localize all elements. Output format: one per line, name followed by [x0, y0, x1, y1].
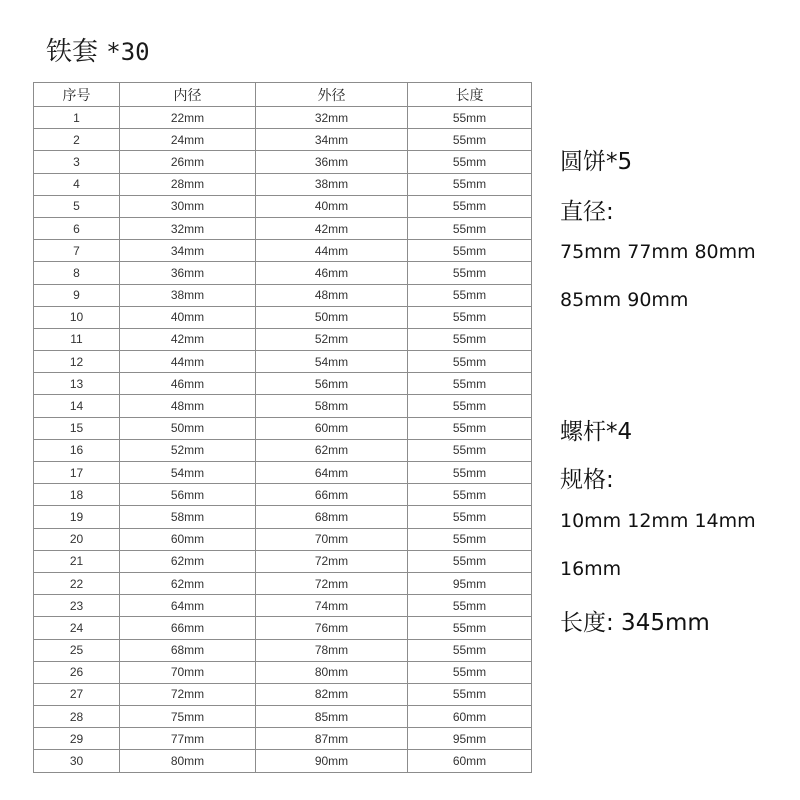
cell-index: 26	[34, 661, 120, 683]
cell-inner-diameter: 60mm	[120, 528, 256, 550]
cell-outer-diameter: 78mm	[256, 639, 408, 661]
cell-outer-diameter: 46mm	[256, 262, 408, 284]
cell-length: 55mm	[408, 506, 532, 528]
cell-outer-diameter: 42mm	[256, 217, 408, 239]
cell-outer-diameter: 52mm	[256, 328, 408, 350]
cell-inner-diameter: 30mm	[120, 195, 256, 217]
cell-outer-diameter: 34mm	[256, 129, 408, 151]
cell-outer-diameter: 40mm	[256, 195, 408, 217]
table-row	[34, 706, 532, 728]
table-row	[34, 195, 532, 217]
cell-index: 12	[34, 351, 120, 373]
table-row	[34, 373, 532, 395]
table-row	[34, 262, 532, 284]
screw-length: 长度: 345mm	[560, 610, 710, 636]
cell-length: 95mm	[408, 728, 532, 750]
cell-outer-diameter: 87mm	[256, 728, 408, 750]
cell-inner-diameter: 50mm	[120, 417, 256, 439]
table-row	[34, 107, 532, 129]
cell-outer-diameter: 50mm	[256, 306, 408, 328]
cell-outer-diameter: 32mm	[256, 107, 408, 129]
cell-inner-diameter: 36mm	[120, 262, 256, 284]
cell-length: 55mm	[408, 550, 532, 572]
cell-inner-diameter: 56mm	[120, 484, 256, 506]
cell-length: 55mm	[408, 683, 532, 705]
cell-outer-diameter: 58mm	[256, 395, 408, 417]
cell-length: 55mm	[408, 528, 532, 550]
cell-length: 55mm	[408, 595, 532, 617]
cell-outer-diameter: 85mm	[256, 706, 408, 728]
table-row	[34, 240, 532, 262]
cell-length: 55mm	[408, 107, 532, 129]
cell-index: 7	[34, 240, 120, 262]
cell-index: 30	[34, 750, 120, 772]
cell-inner-diameter: 26mm	[120, 151, 256, 173]
table-row	[34, 595, 532, 617]
cell-inner-diameter: 70mm	[120, 661, 256, 683]
cell-inner-diameter: 52mm	[120, 439, 256, 461]
cell-outer-diameter: 38mm	[256, 173, 408, 195]
table-row	[34, 173, 532, 195]
cell-outer-diameter: 66mm	[256, 484, 408, 506]
cell-inner-diameter: 54mm	[120, 462, 256, 484]
cell-outer-diameter: 70mm	[256, 528, 408, 550]
cell-outer-diameter: 36mm	[256, 151, 408, 173]
cell-outer-diameter: 72mm	[256, 550, 408, 572]
table-row	[34, 462, 532, 484]
cell-index: 23	[34, 595, 120, 617]
table-row	[34, 439, 532, 461]
cell-index: 1	[34, 107, 120, 129]
cell-inner-diameter: 77mm	[120, 728, 256, 750]
table-body	[34, 107, 532, 773]
table-row	[34, 728, 532, 750]
cell-inner-diameter: 40mm	[120, 306, 256, 328]
cell-length: 55mm	[408, 373, 532, 395]
spec-table	[33, 82, 532, 773]
table-row	[34, 306, 532, 328]
header-outer-diameter: 外径	[256, 83, 408, 107]
cell-inner-diameter: 66mm	[120, 617, 256, 639]
cell-index: 8	[34, 262, 120, 284]
cell-length: 55mm	[408, 151, 532, 173]
cell-index: 28	[34, 706, 120, 728]
screw-heading: 螺杆*4	[560, 419, 633, 445]
cell-outer-diameter: 62mm	[256, 439, 408, 461]
cell-index: 4	[34, 173, 120, 195]
cell-length: 55mm	[408, 661, 532, 683]
screw-label: 规格:	[560, 467, 614, 493]
disc-sizes-line1: 75mm 77mm 80mm	[560, 241, 756, 263]
cell-length: 55mm	[408, 240, 532, 262]
cell-outer-diameter: 48mm	[256, 284, 408, 306]
table-row	[34, 550, 532, 572]
cell-inner-diameter: 58mm	[120, 506, 256, 528]
cell-inner-diameter: 34mm	[120, 240, 256, 262]
cell-length: 55mm	[408, 284, 532, 306]
page-title	[46, 34, 150, 70]
cell-length: 55mm	[408, 173, 532, 195]
cell-length: 55mm	[408, 395, 532, 417]
cell-inner-diameter: 75mm	[120, 706, 256, 728]
cell-index: 19	[34, 506, 120, 528]
cell-index: 27	[34, 683, 120, 705]
cell-index: 21	[34, 550, 120, 572]
cell-outer-diameter: 76mm	[256, 617, 408, 639]
cell-length: 60mm	[408, 706, 532, 728]
header-inner-diameter: 内径	[120, 83, 256, 107]
cell-length: 55mm	[408, 217, 532, 239]
cell-outer-diameter: 80mm	[256, 661, 408, 683]
header-length: 长度	[408, 83, 532, 107]
cell-index: 24	[34, 617, 120, 639]
title-name: 铁套	[46, 37, 99, 67]
cell-outer-diameter: 68mm	[256, 506, 408, 528]
table-row	[34, 151, 532, 173]
table-row	[34, 484, 532, 506]
cell-index: 9	[34, 284, 120, 306]
table-row	[34, 572, 532, 594]
cell-length: 55mm	[408, 639, 532, 661]
table-row	[34, 351, 532, 373]
table-row	[34, 395, 532, 417]
header-index: 序号	[34, 83, 120, 107]
cell-outer-diameter: 90mm	[256, 750, 408, 772]
cell-length: 55mm	[408, 417, 532, 439]
cell-inner-diameter: 32mm	[120, 217, 256, 239]
table-row	[34, 639, 532, 661]
cell-index: 3	[34, 151, 120, 173]
table-row	[34, 683, 532, 705]
cell-length: 55mm	[408, 439, 532, 461]
cell-inner-diameter: 62mm	[120, 572, 256, 594]
cell-length: 55mm	[408, 328, 532, 350]
cell-length: 55mm	[408, 462, 532, 484]
cell-outer-diameter: 82mm	[256, 683, 408, 705]
cell-inner-diameter: 68mm	[120, 639, 256, 661]
table-row	[34, 661, 532, 683]
cell-length: 55mm	[408, 617, 532, 639]
cell-index: 2	[34, 129, 120, 151]
table-row	[34, 328, 532, 350]
screw-sizes-line2: 16mm	[560, 558, 622, 580]
cell-index: 22	[34, 572, 120, 594]
cell-index: 17	[34, 462, 120, 484]
cell-inner-diameter: 24mm	[120, 129, 256, 151]
cell-length: 55mm	[408, 195, 532, 217]
cell-inner-diameter: 22mm	[120, 107, 256, 129]
cell-inner-diameter: 28mm	[120, 173, 256, 195]
cell-inner-diameter: 38mm	[120, 284, 256, 306]
cell-outer-diameter: 60mm	[256, 417, 408, 439]
cell-inner-diameter: 44mm	[120, 351, 256, 373]
cell-index: 10	[34, 306, 120, 328]
cell-length: 55mm	[408, 484, 532, 506]
table-row	[34, 284, 532, 306]
cell-length: 55mm	[408, 306, 532, 328]
cell-outer-diameter: 44mm	[256, 240, 408, 262]
cell-index: 16	[34, 439, 120, 461]
cell-inner-diameter: 80mm	[120, 750, 256, 772]
disc-label: 直径:	[560, 199, 614, 225]
cell-index: 5	[34, 195, 120, 217]
table-row	[34, 617, 532, 639]
cell-inner-diameter: 42mm	[120, 328, 256, 350]
table-header-row	[34, 83, 532, 107]
cell-length: 55mm	[408, 351, 532, 373]
cell-inner-diameter: 64mm	[120, 595, 256, 617]
disc-sizes-line2: 85mm 90mm	[560, 289, 689, 311]
cell-inner-diameter: 46mm	[120, 373, 256, 395]
screw-sizes-line1: 10mm 12mm 14mm	[560, 510, 756, 532]
cell-index: 6	[34, 217, 120, 239]
table-row	[34, 217, 532, 239]
title-quantity: *30	[106, 38, 150, 66]
table-row	[34, 129, 532, 151]
cell-index: 13	[34, 373, 120, 395]
table-row	[34, 506, 532, 528]
cell-outer-diameter: 72mm	[256, 572, 408, 594]
cell-index: 18	[34, 484, 120, 506]
table-row	[34, 750, 532, 772]
cell-index: 15	[34, 417, 120, 439]
cell-outer-diameter: 64mm	[256, 462, 408, 484]
cell-outer-diameter: 56mm	[256, 373, 408, 395]
cell-length: 60mm	[408, 750, 532, 772]
cell-outer-diameter: 54mm	[256, 351, 408, 373]
cell-index: 11	[34, 328, 120, 350]
cell-outer-diameter: 74mm	[256, 595, 408, 617]
cell-index: 14	[34, 395, 120, 417]
cell-index: 25	[34, 639, 120, 661]
disc-heading: 圆饼*5	[560, 149, 633, 175]
cell-inner-diameter: 72mm	[120, 683, 256, 705]
cell-index: 20	[34, 528, 120, 550]
cell-inner-diameter: 48mm	[120, 395, 256, 417]
table-row	[34, 417, 532, 439]
cell-index: 29	[34, 728, 120, 750]
table-row	[34, 528, 532, 550]
cell-length: 55mm	[408, 129, 532, 151]
cell-length: 95mm	[408, 572, 532, 594]
cell-length: 55mm	[408, 262, 532, 284]
cell-inner-diameter: 62mm	[120, 550, 256, 572]
